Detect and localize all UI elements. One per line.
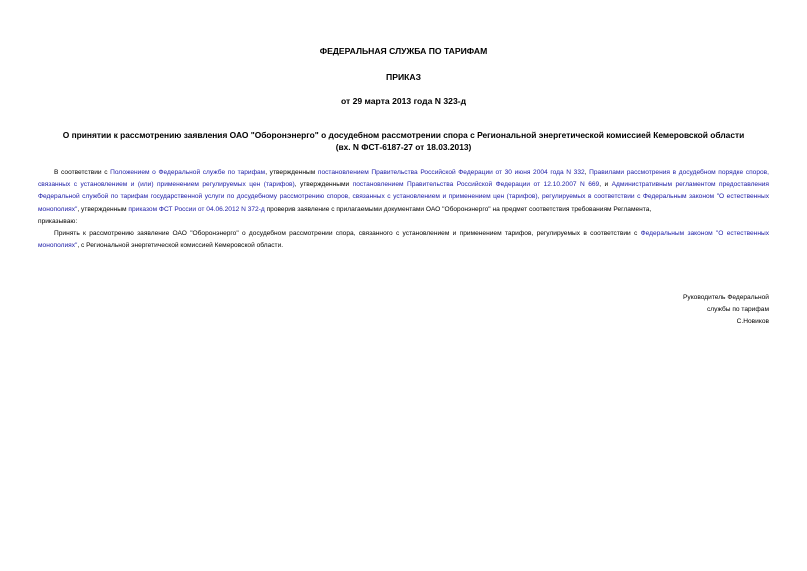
- order-label: приказываю:: [38, 217, 78, 225]
- signature-block: [683, 292, 769, 328]
- document-date-number: от 29 марта 2013 года N 323-д: [340, 96, 467, 106]
- preamble-text: , утвержденными: [294, 181, 353, 189]
- link-fst-regulation[interactable]: Положением о Федеральной службе по тарифам: [110, 169, 266, 176]
- document-title: [38, 129, 769, 153]
- document-body: [38, 167, 769, 252]
- preamble-text: проверив заявление с прилагаемыми документами ОАО "Оборонэнерго" на предмет соответствия требованиям Регламента,: [264, 205, 652, 213]
- order-paragraph: [38, 228, 769, 252]
- order-text: , с Региональной энергетической комиссией Кемеровской области.: [77, 242, 284, 250]
- title-line-2: (вх. N ФСТ-6187-27 от 18.03.2013): [335, 142, 472, 152]
- signature-line-1: Руководитель Федеральной: [683, 294, 769, 301]
- link-government-decree-332[interactable]: постановлением Правительства Российской Федерации от 30 июня 2004 года N 332: [317, 169, 585, 176]
- order-text: Принять к рассмотрению заявление ОАО "Оборонэнерго" о досудебном рассмотрении спора, связанного с установлением и применением тарифов, регулируемых в соответствии с: [54, 230, 641, 238]
- preamble-text: ,: [584, 169, 590, 176]
- signature-name: С.Новиков: [736, 318, 769, 325]
- link-government-decree-669[interactable]: постановлением Правительства Российской Федерации от 12.10.2007 N 669: [352, 181, 600, 189]
- link-dispute-rules[interactable]: Правилами рассмотрения в досудебном порядке споров, связанных с установлением и (или) применением регулируемых цен (тарифов): [38, 169, 770, 189]
- link-natural-monopolies-law[interactable]: Федеральным законом "О естественных монополиях": [38, 230, 769, 250]
- preamble-paragraph: [38, 167, 769, 216]
- document-type: ПРИКАЗ: [386, 72, 421, 82]
- preamble-text: В соответствии с: [54, 169, 111, 176]
- preamble-text: , утвержденным: [77, 205, 129, 213]
- agency-name: ФЕДЕРАЛЬНАЯ СЛУЖБА ПО ТАРИФАМ: [319, 46, 488, 56]
- signature-line-2: службы по тарифам: [706, 306, 769, 313]
- link-fst-order-372[interactable]: приказом ФСТ России от 04.06.2012 N 372-д: [128, 205, 265, 213]
- link-administrative-regulation[interactable]: Административным регламентом предоставления Федеральной службой по тарифам государственной услуги по досудебному рассмотрению споров, связанных с установлением и применением цен (тарифов), регулируемых в соответствии с Федеральным законом "О естественных монополиях": [38, 181, 769, 213]
- preamble-text: , и: [599, 181, 612, 189]
- title-line-1: О принятии к рассмотрению заявления ОАО "Оборонэнерго" о досудебном рассмотрении спора с Региональной энергетической комиссией Кемеровской области: [62, 130, 745, 140]
- preamble-text: , утвержденным: [265, 169, 318, 176]
